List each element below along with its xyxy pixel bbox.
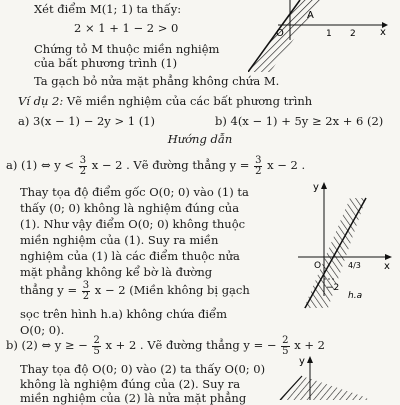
line-eq-post: x − 2 (Miền không bị gạch [94, 283, 250, 297]
tick-minus-2: −2 [326, 283, 340, 293]
conclusion-line-1: Chứng tỏ M thuộc miền nghiệm [34, 42, 220, 56]
frac-den: 5 [282, 345, 289, 357]
part-b-pre: b) (2) ⇔ y ≥ − [6, 338, 88, 352]
para-line: sọc trên hình h.a) không chứa điểm [20, 307, 228, 321]
fraction-3-2 [79, 156, 87, 177]
graph-a [280, 178, 400, 340]
para-line: Thay tọa độ O(0; 0) vào (2) ta thấy O(0; 0) [20, 362, 266, 376]
part-b-mid: x + 2 . Vẽ đường thẳng y = − [105, 338, 277, 352]
consider-point-text: Xét điểm M(1; 1) ta thấy: [34, 2, 182, 16]
para-line: miền nghiệm của (1). Suy ra miền [20, 233, 219, 247]
graph-b [262, 352, 400, 400]
label-a: A [307, 10, 314, 21]
check-expression: 2 × 1 + 1 − 2 > 0 [74, 21, 179, 35]
fraction-3-2-c [82, 281, 90, 302]
example-2-heading [18, 94, 312, 108]
frac-num: 3 [82, 279, 90, 291]
example-2-title: Vẽ miền nghiệm của các bất phương trình [66, 94, 313, 108]
inequality-b: b) 4(x − 1) + 5y ≥ 2x + 6 (2) [215, 114, 384, 128]
para-line: mặt phẳng không kể bờ là đường [20, 265, 213, 279]
part-a-equivalence [6, 152, 305, 178]
part-a-post: x − 2 . [267, 158, 306, 172]
part-a-pre: a) (1) ⇔ y < [6, 158, 75, 172]
label-x: x [384, 261, 390, 272]
part-b-post: x + 2 [294, 338, 325, 352]
tick-1: 1 [326, 29, 332, 39]
fraction-2-5 [92, 336, 100, 357]
frac-den: 2 [255, 165, 262, 177]
graph-top [248, 0, 400, 72]
para-line: (1). Như vậy điểm O(0; 0) không thuộc [20, 217, 246, 231]
conclusion-line-2: của bất phương trình (1) [34, 56, 178, 70]
frac-num: 3 [255, 154, 262, 166]
para-line: nghiệm của (1) là các điểm thuộc nửa [20, 249, 240, 263]
para-line: O(0; 0). [20, 323, 65, 337]
para-line: không là nghiệm đúng của (2). Suy ra [20, 377, 241, 391]
caption-ha: h.a [348, 291, 363, 301]
fraction-3-2-b [254, 156, 262, 177]
y-axis-arrow [307, 356, 313, 363]
guide-heading: Hướng dẫn [167, 132, 233, 146]
inequality-a: a) 3(x − 1) − 2y > 1 (1) [18, 114, 156, 128]
shaded-region [280, 376, 370, 400]
label-y: y [313, 182, 319, 193]
frac-num: 2 [93, 334, 100, 346]
label-x: x [380, 27, 386, 38]
frac-num: 2 [282, 334, 289, 346]
y-axis-arrow [321, 182, 327, 189]
part-a-mid: x − 2 . Vẽ đường thẳng y = [91, 158, 250, 172]
label-y: y [299, 356, 305, 367]
shade-note: Ta gạch bỏ nửa mặt phẳng không chứa M. [34, 74, 280, 88]
para-line: Thay tọa độ điểm gốc O(0; 0) vào (1) ta [20, 185, 249, 199]
frac-den: 2 [82, 290, 90, 302]
para-line: miền nghiệm của (2) là nửa mặt phẳng [20, 391, 247, 405]
frac-den: 2 [79, 165, 87, 177]
frac-num: 3 [79, 154, 87, 166]
line-equation [20, 276, 250, 304]
frac-den: 5 [93, 345, 100, 357]
tick-4-3: 4/3 [348, 261, 361, 270]
example-2-label: Ví dụ 2: [18, 94, 64, 108]
label-origin: O [314, 261, 322, 271]
tick-2: 2 [350, 29, 356, 39]
para-line: thấy (0; 0) không là nghiệm đúng của [20, 201, 240, 215]
line-eq-pre: thẳng y = [20, 283, 78, 297]
x-axis-arrow [385, 254, 392, 260]
label-origin: O [276, 28, 284, 39]
